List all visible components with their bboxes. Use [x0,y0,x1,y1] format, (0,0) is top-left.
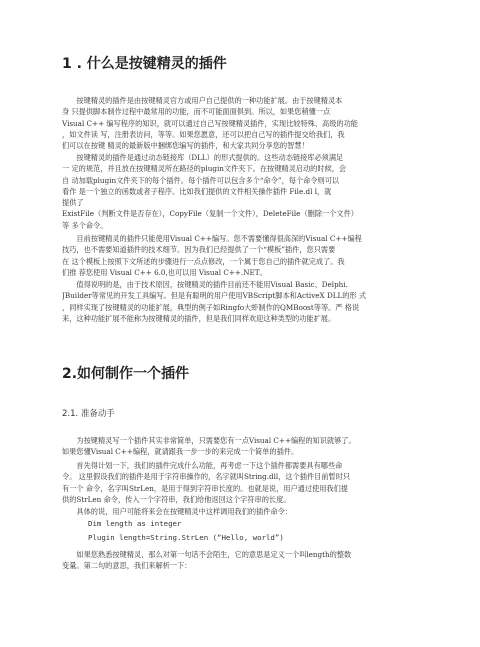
text-line: ，同样实现了按键精灵的功能扩展，典型的例子如Ringfo大虾制作的QMBoost等等。严 格说 [62,302,360,312]
code-line-1: Dim length as integer [88,519,182,528]
section1-paragraph-3 [62,233,426,278]
text-line: ，如文件读 写，注册表访问，等等。如果您愿意，还可以把自己写的插件提交给我们，我 [62,129,345,139]
text-line: 们推 荐您使用 Visual C++ 6.0,也可以用 Visual C++.NET。 [62,267,267,277]
text-line: 如果您熟悉按键精灵，那么对第一句话不会陌生，它的意思是定义一个叫length的整数 [62,550,352,559]
section2-paragraph-3 [62,506,426,517]
text-line: 自 动加载plugin文件夹下的每个插件。每个插件可以包含多个“命令”，每个命令则可以 [62,175,340,185]
section1-paragraph-1 [62,95,426,151]
text-line: 在 这个模板上按照下文所述的步骤进行一点点修改，一个属于您自己的插件就完成了。我 [62,256,345,266]
text-line: 一 定的规范，并且放在按键精灵所在路径的plugin文件夹下。在按键精灵启动的时候，会 [62,164,347,174]
text-line: 们可以在按键 精灵的最新版中捆绑您编写的插件，和大家共同分享您的智慧！ [62,141,309,151]
text-line: 看作 是一个独立的函数或者子程序。比如我们提供的文件相关操作插件 File.dl l，就 [62,186,332,196]
text-line: 变量。第二句的意思，我们来解析一下： [62,561,192,571]
text-line: 按键精灵的插件是由按键精灵官方或用户自己提供的一种功能扩展。由于按键精灵本 [62,96,343,105]
text-line: 具体的说，用户可能将来会在按键精灵中这样调用我们的插件命令： [62,507,293,516]
text-line: JBuilder等常见的开发工具编写。但是有聪明的用户使用VBScript脚本和ActiveX DLL的形 式 [62,291,367,301]
text-line: 令。 这里假设我们的插件是用于字符串操作的，名字就叫String.dll，这个插件目前暂时只 [62,472,351,482]
code-line-2: Plugin length=String.StrLen (“Hello, world”) [88,533,284,542]
text-line: 按键精灵的插件是通过动态链接库（DLL）的形式提供的。这些动态链接库必须满足 [62,153,344,162]
text-line: 有一个 命令，名字叫StrLen，是用于得到字符串长度的。也就是说，用户通过使用我们提 [62,483,348,493]
text-line: 供的StrLen 命令，传入一个字符串，我们给他返回这个字符串的长度。 [62,494,291,504]
section2-paragraph-2 [62,460,426,505]
text-line: 身 只提供脚本制作过程中最常用的功能，而不可能面面俱到。所以，如果您稍懂一点 [62,107,331,117]
text-line: 来，这种功能扩展不能称为按键精灵的插件，但是我们同样欢迎这种类型的功能扩展。 [62,313,336,323]
text-line: 如果您懂Visual C++编程，就请跟我一步一步的来完成一个简单的插件。 [62,447,299,457]
text-line: 技巧，也不需要知道插件的技术细节。因为我们已经提供了一个“模板”插件，您只需要 [62,245,336,255]
section1-paragraph-2 [62,152,426,231]
section2-paragraph-1 [62,435,426,458]
text-line: 提供了 [62,198,84,208]
text-line: 等 多个命令。 [62,220,108,230]
text-line: 为按键精灵写一个插件其实非常简单，只需要您有一点Visual C++编程的知识就够了。 [62,436,356,445]
text-line: Visual C++ 编写程序的知识，就可以通过自己写按键精灵插件，实现比较特殊、高级的功能 [62,118,358,128]
text-line: 目前按键精灵的插件只能使用Visual C++编写。您不需要懂得很高深的Visual C++编程 [62,234,362,243]
section2-paragraph-4 [62,549,426,572]
text-line: 值得说明的是，由于技术原因，按键精灵的插件目前还不能用Visual Basic、Delphi. [62,280,348,289]
section2-title: 2.如何制作一个插件 [62,366,190,382]
section1-title: 1 . 什么是按键精灵的插件 [62,56,227,72]
text-line: 首先得计划一下，我们的插件完成什么功能，再考虑一下这个插件都需要具有哪些命 [62,461,343,470]
section2-subheading: 2.1. 准备动手 [62,409,115,419]
section1-paragraph-4 [62,279,426,324]
text-line: ExistFile（判断文件是否存在），CopyFile（复制一个文件），DeleteFile（删除一个文件） [62,209,358,219]
